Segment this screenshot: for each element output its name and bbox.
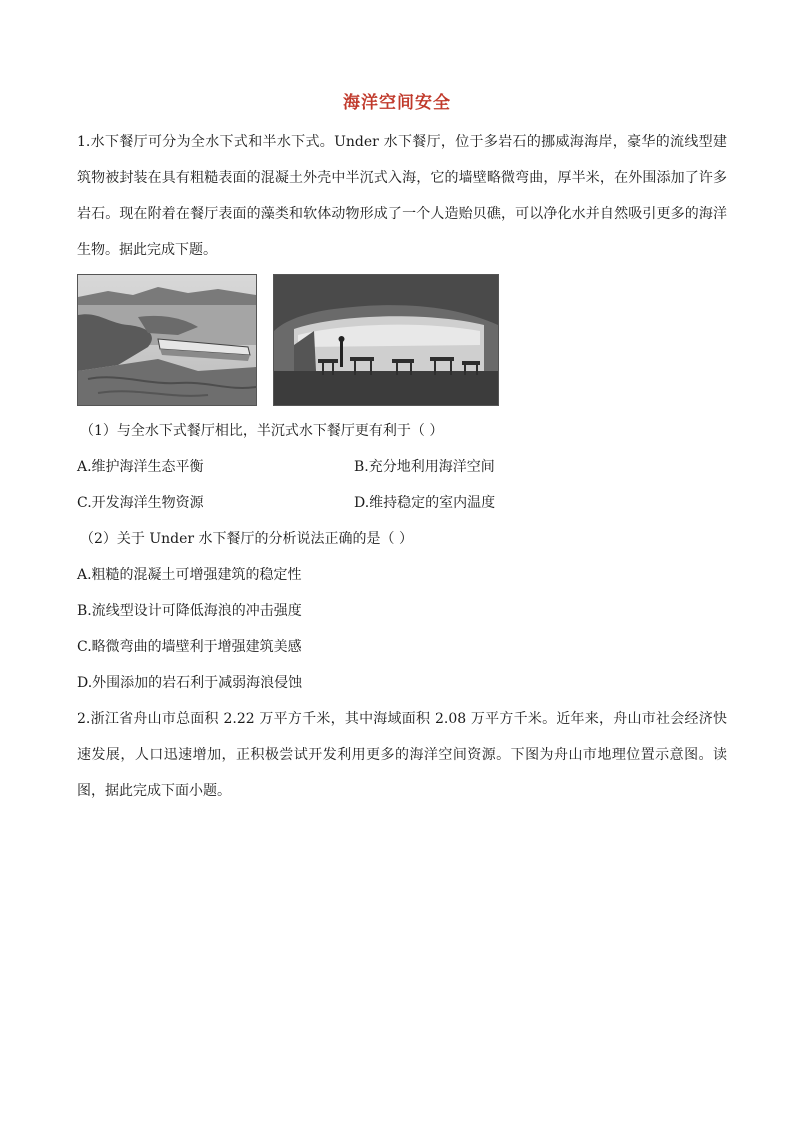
question-1-sub-2-option-c: C.略微弯曲的墙壁利于增强建筑美感: [77, 639, 302, 655]
question-1-sub-1-option-b: B.充分地利用海洋空间: [354, 459, 495, 475]
question-1-sub-2-stem: （2）关于 Under 水下餐厅的分析说法正确的是（ ）: [80, 531, 414, 547]
question-1-stem: 1.水下餐厅可分为全水下式和半水下式。Under 水下餐厅，位于多岩石的挪威海海岸，豪华的流线型建筑物被封装在具有粗糙表面的混凝土外壳中半沉式入海，它的墙壁略微弯曲，厚半米，在外围添加了许多岩石。现在附着在餐厅表面的藻类和软体动物形成了一个人造贻贝礁，可以净化水并自然吸引更多的海洋生物。据此完成下题。: [77, 134, 727, 258]
question-1-sub-1-stem: （1）与全水下式餐厅相比，半沉式水下餐厅更有利于（ ）: [80, 423, 444, 439]
question-1-sub-1-option-a: A.维护海洋生态平衡: [77, 459, 204, 475]
photo-interior-graphic: [274, 275, 498, 405]
question-1-sub-1-option-d: D.维持稳定的室内温度: [354, 495, 496, 511]
page-title: 海洋空间安全: [343, 93, 451, 113]
question-1-sub-1-option-c: C.开发海洋生物资源: [77, 495, 204, 511]
question-2-stem: 2.浙江省舟山市总面积 2.22 万平方千米，其中海域面积 2.08 万平方千米。近年来，舟山市社会经济快速发展，人口迅速增加，正积极尝试开发利用更多的海洋空间资源。下图为舟山市地理位置示意图。读图，据此完成下面小题。: [77, 711, 727, 799]
photo-restaurant-exterior: [77, 274, 257, 406]
question-1-sub-2-option-b: B.流线型设计可降低海浪的冲击强度: [77, 603, 302, 619]
photo-restaurant-interior: [273, 274, 499, 406]
question-1-sub-2-option-d: D.外围添加的岩石利于减弱海浪侵蚀: [77, 675, 303, 691]
photo-exterior-graphic: [78, 275, 256, 405]
question-1-photos: [77, 274, 499, 406]
question-1-sub-2-option-a: A.粗糙的混凝土可增强建筑的稳定性: [77, 567, 302, 583]
